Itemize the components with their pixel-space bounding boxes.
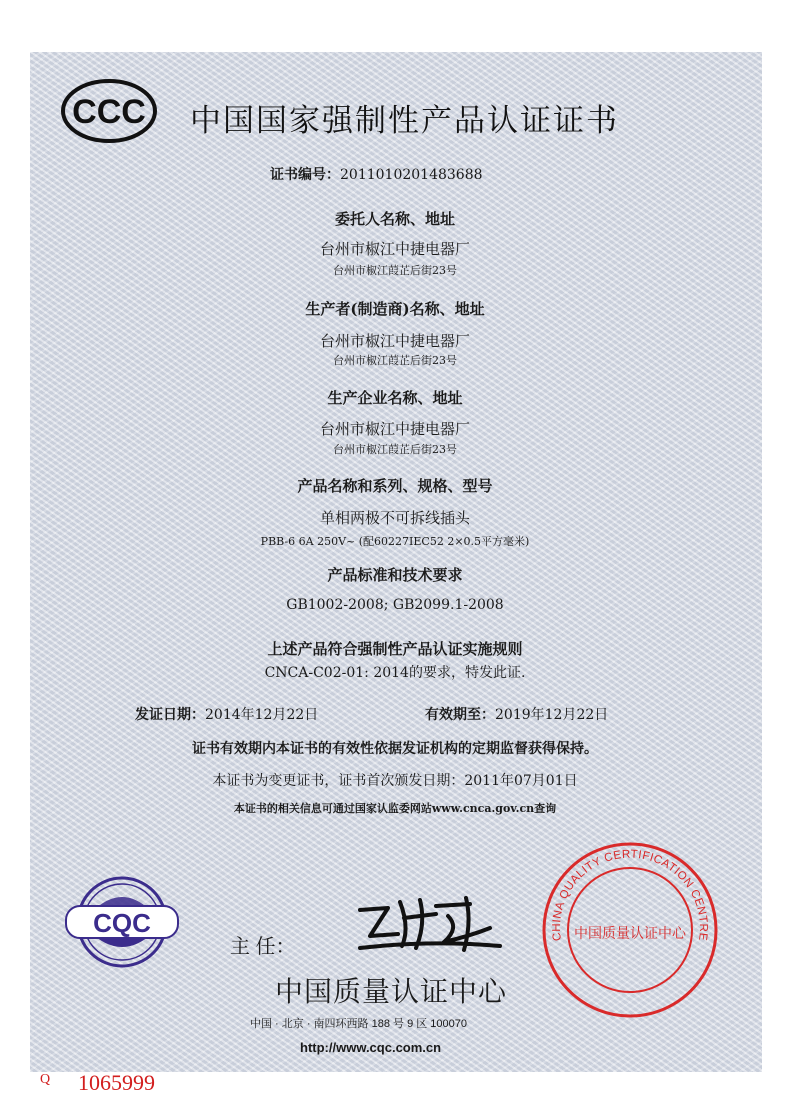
factory-name: 台州市椒江中捷电器厂 xyxy=(319,420,470,438)
applicant-heading: 委托人名称、地址 xyxy=(334,210,455,228)
applicant-address: 台州市椒江葭芷后街23号 xyxy=(333,264,457,277)
change-note: 本证书为变更证书，证书首次颁发日期：2011年07月01日 xyxy=(212,773,578,789)
org-address: 中国 · 北京 · 南四环西路 188 号 9 区 100070 xyxy=(250,1018,468,1030)
org-website: http://www.cqc.com.cn xyxy=(300,1040,442,1055)
manufacturer-heading: 生产者(制造商)名称、地址 xyxy=(305,300,485,318)
validity-note: 证书有效期内本证书的有效性依据发证机构的定期监督获得保持。 xyxy=(192,741,598,757)
ccc-logo-text: CCC xyxy=(72,93,146,131)
product-model: PBB-6 6A 250V~ (配60227IEC52 2×0.5平方毫米) xyxy=(260,535,530,548)
issue-date-value: 2014年12月22日 xyxy=(205,707,319,723)
director-signature xyxy=(340,888,520,960)
stamp-outer-text: CHINA QUALITY CERTIFICATION CENTRE xyxy=(550,848,710,942)
certificate-number xyxy=(270,164,483,184)
org-name: 中国质量认证中心 xyxy=(275,976,508,1007)
issue-date xyxy=(135,704,318,724)
expiry-date-value: 2019年12月22日 xyxy=(495,707,609,723)
product-heading: 产品名称和系列、规格、型号 xyxy=(297,477,493,495)
factory-heading: 生产企业名称、地址 xyxy=(327,389,463,407)
cqc-logo xyxy=(58,872,186,972)
issue-date-label: 发证日期： xyxy=(135,707,205,723)
standards-heading: 产品标准和技术要求 xyxy=(327,566,463,584)
manufacturer-address: 台州市椒江葭芷后街23号 xyxy=(333,354,457,367)
scan-id-prefix: Q xyxy=(40,1072,51,1087)
statement-line1: 上述产品符合强制性产品认证实施规则 xyxy=(267,640,523,658)
factory-address: 台州市椒江葭芷后街23号 xyxy=(333,443,457,456)
certificate-number-value: 2011010201483688 xyxy=(340,167,483,183)
applicant-name: 台州市椒江中捷电器厂 xyxy=(319,240,470,258)
standards-value: GB1002-2008; GB2099.1-2008 xyxy=(286,597,504,613)
ccc-logo xyxy=(60,78,158,144)
expiry-date xyxy=(425,704,608,724)
scan-id-number: 1065999 xyxy=(78,1070,155,1095)
expiry-date-label: 有效期至： xyxy=(425,707,495,723)
stamp-inner-text: 中国质量认证中心 xyxy=(574,926,686,942)
product-name: 单相两极不可拆线插头 xyxy=(319,509,470,527)
official-stamp xyxy=(538,838,722,1022)
statement-line2: CNCA-C02-01: 2014的要求，特发此证. xyxy=(264,665,526,681)
website-note: 本证书的相关信息可通过国家认监委网站www.cnca.gov.cn查询 xyxy=(233,802,557,815)
manufacturer-name: 台州市椒江中捷电器厂 xyxy=(319,332,470,350)
certificate-number-label: 证书编号： xyxy=(270,167,340,183)
certificate-title: 中国国家强制性产品认证证书 xyxy=(190,103,619,139)
cqc-logo-text: CQC xyxy=(93,908,151,938)
director-label: 主 任： xyxy=(230,936,296,958)
